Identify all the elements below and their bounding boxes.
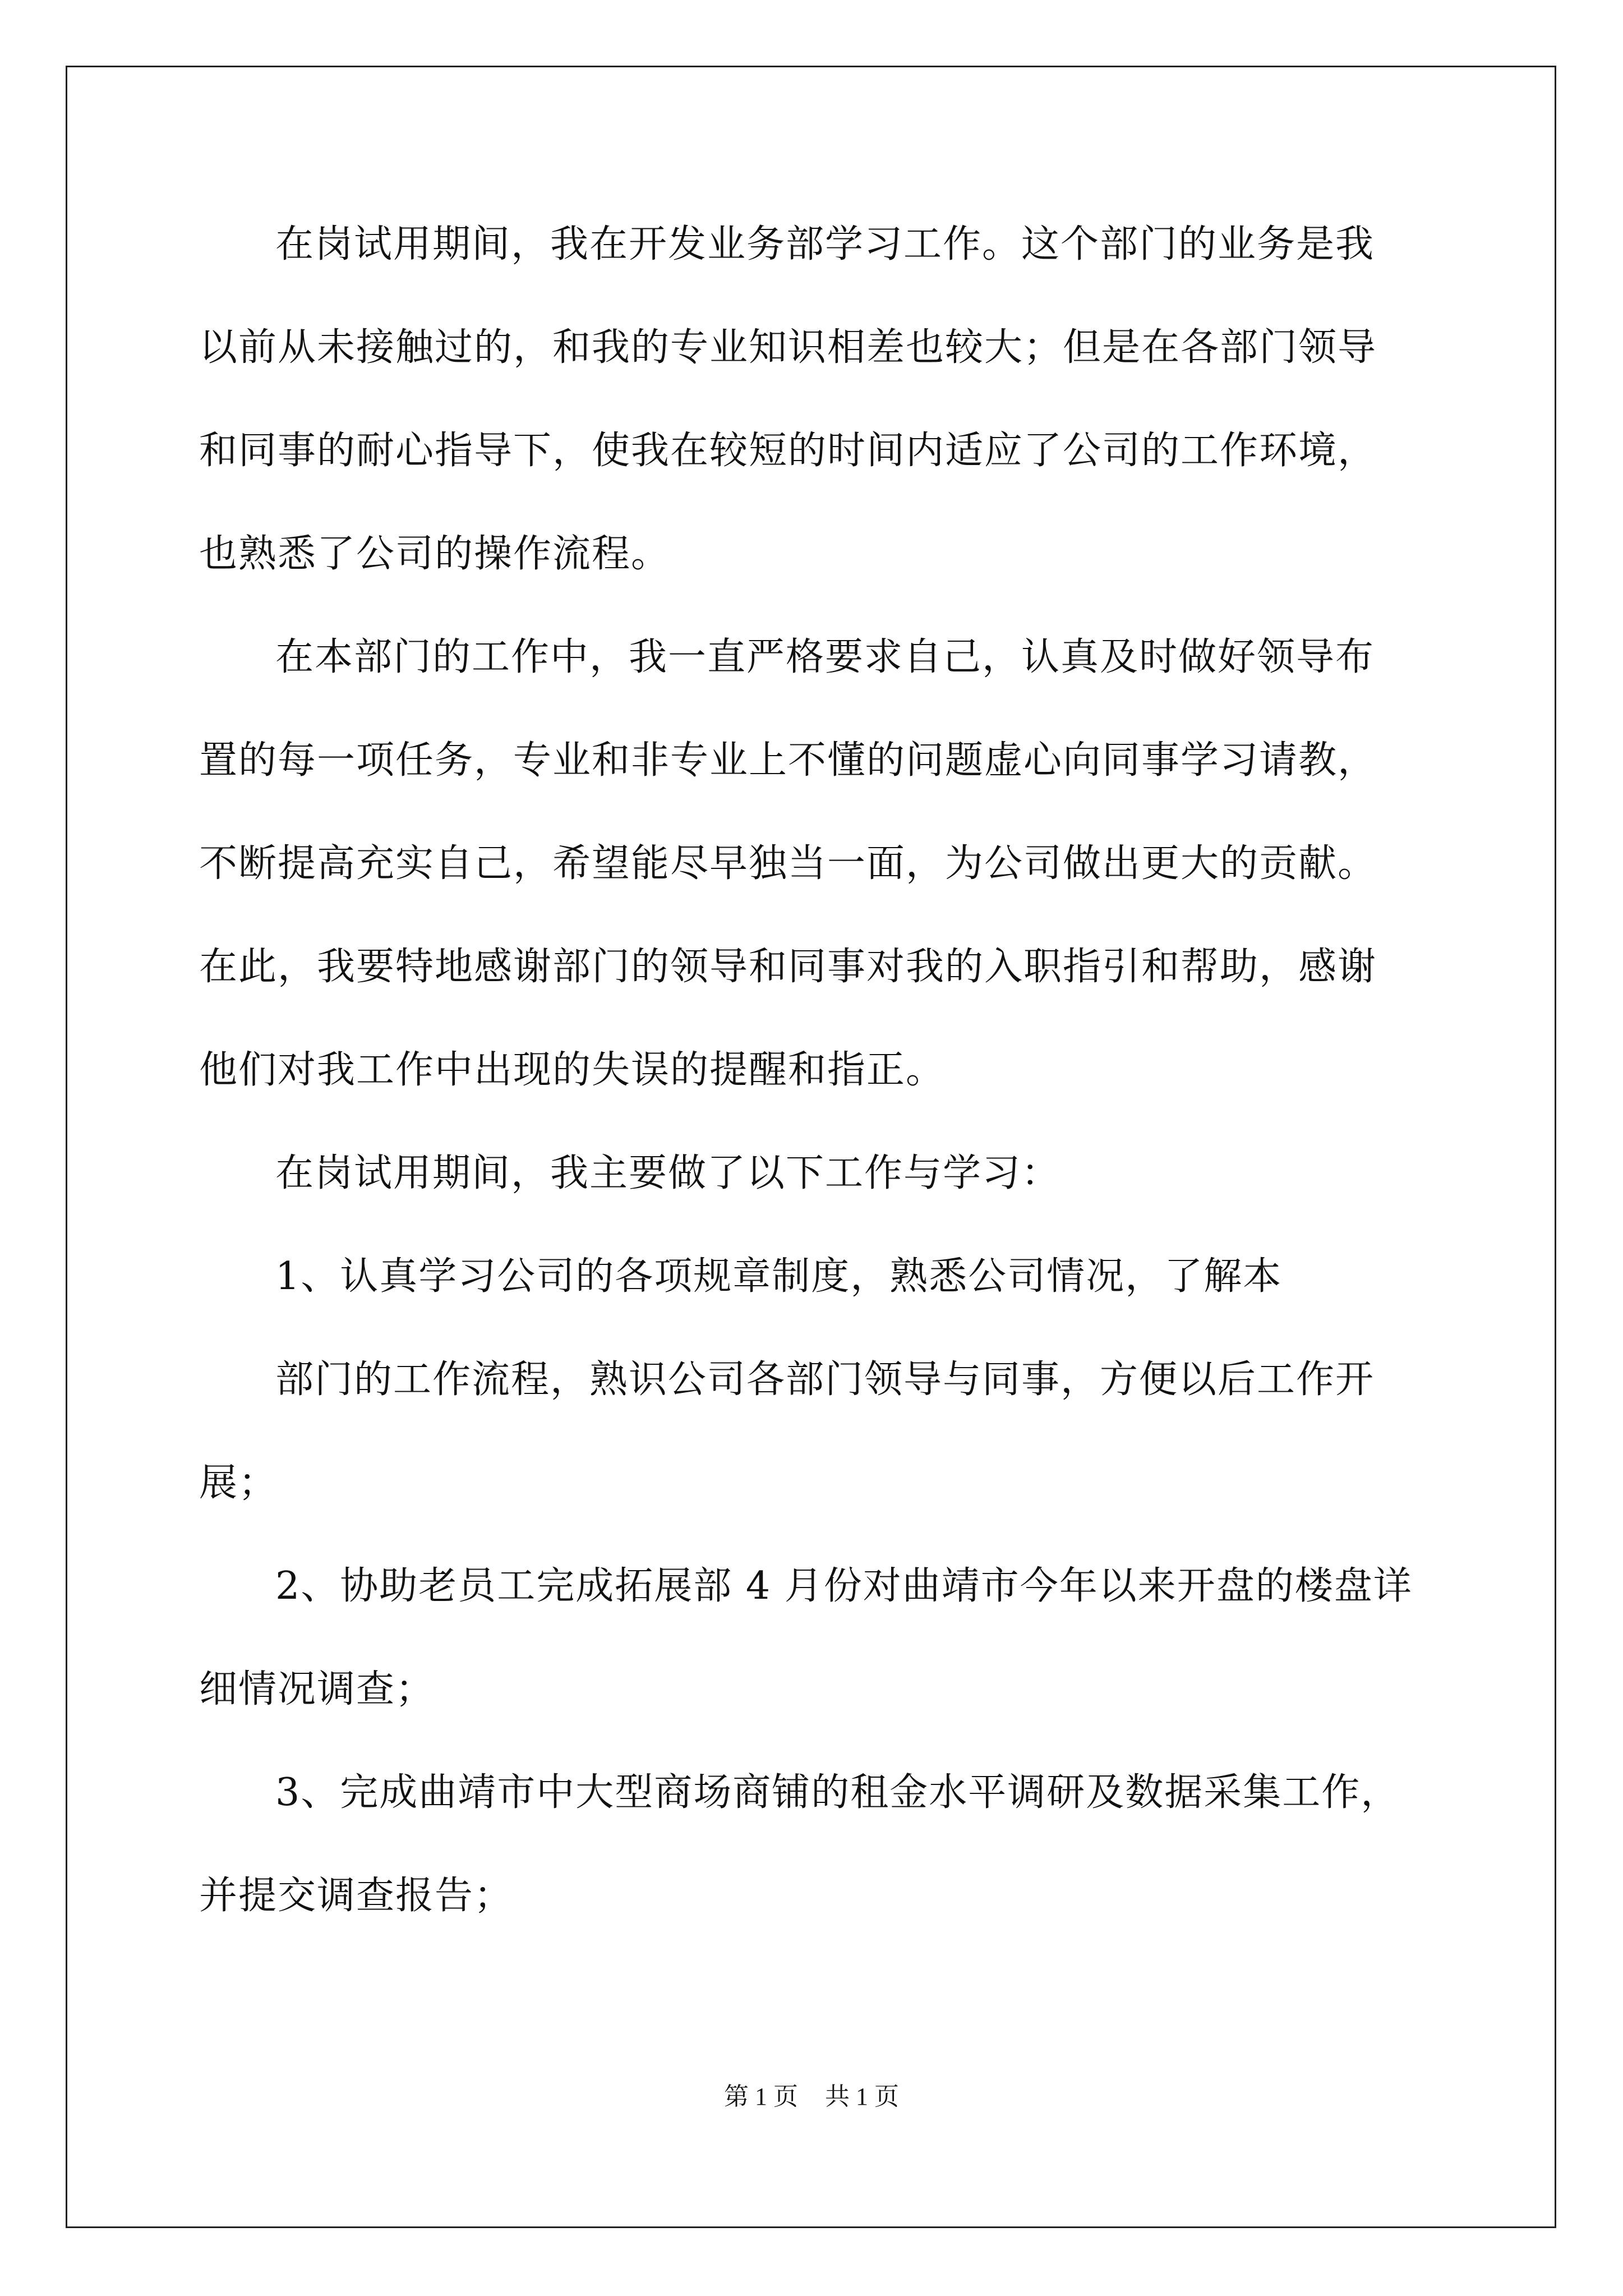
page-total: 共 1 页 bbox=[825, 2083, 899, 2110]
text-line: 部门的工作流程，熟识公司各部门领导与同事，方便以后工作开 bbox=[275, 1358, 1375, 1402]
text-line: 在岗试用期间，我主要做了以下工作与学习： bbox=[275, 1151, 1061, 1195]
text-line: 并提交调查报告； bbox=[199, 1874, 514, 1918]
text-line: 不断提高充实自己，希望能尽早独当一面，为公司做出更大的贡献。 bbox=[199, 841, 1377, 886]
list-item: 1、认真学习公司的各项规章制度，熟悉公司情况，了解本 bbox=[275, 1254, 1283, 1299]
text-line: 也熟悉了公司的操作流程。 bbox=[199, 532, 671, 576]
text-line: 在岗试用期间，我在开发业务部学习工作。这个部门的业务是我 bbox=[275, 222, 1375, 266]
text-line: 细情况调查； bbox=[199, 1667, 435, 1711]
list-item: 3、完成曲靖市中大型商场商铺的租金水平调研及数据采集工作， bbox=[275, 1770, 1400, 1815]
text-line: 以前从未接触过的，和我的专业知识相差也较大；但是在各部门领导 bbox=[199, 325, 1377, 370]
text-line: 他们对我工作中出现的失误的提醒和指正。 bbox=[199, 1048, 946, 1092]
text-line: 置的每一项任务，专业和非专业上不懂的问题虚心向同事学习请教， bbox=[199, 738, 1377, 783]
text-line: 在此，我要特地感谢部门的领导和同事对我的入职指引和帮助，感谢 bbox=[199, 945, 1377, 989]
page-number: 第 1 页 bbox=[724, 2083, 798, 2110]
page-footer bbox=[0, 2080, 1623, 2114]
text-line: 和同事的耐心指导下，使我在较短的时间内适应了公司的工作环境， bbox=[199, 429, 1377, 473]
text-line: 展； bbox=[199, 1461, 278, 1505]
text-line: 在本部门的工作中，我一直严格要求自己，认真及时做好领导布 bbox=[275, 635, 1375, 679]
document-body bbox=[199, 219, 1427, 1922]
list-item: 2、协助老员工完成拓展部 4 月份对曲靖市今年以来开盘的楼盘详 bbox=[275, 1564, 1413, 1608]
